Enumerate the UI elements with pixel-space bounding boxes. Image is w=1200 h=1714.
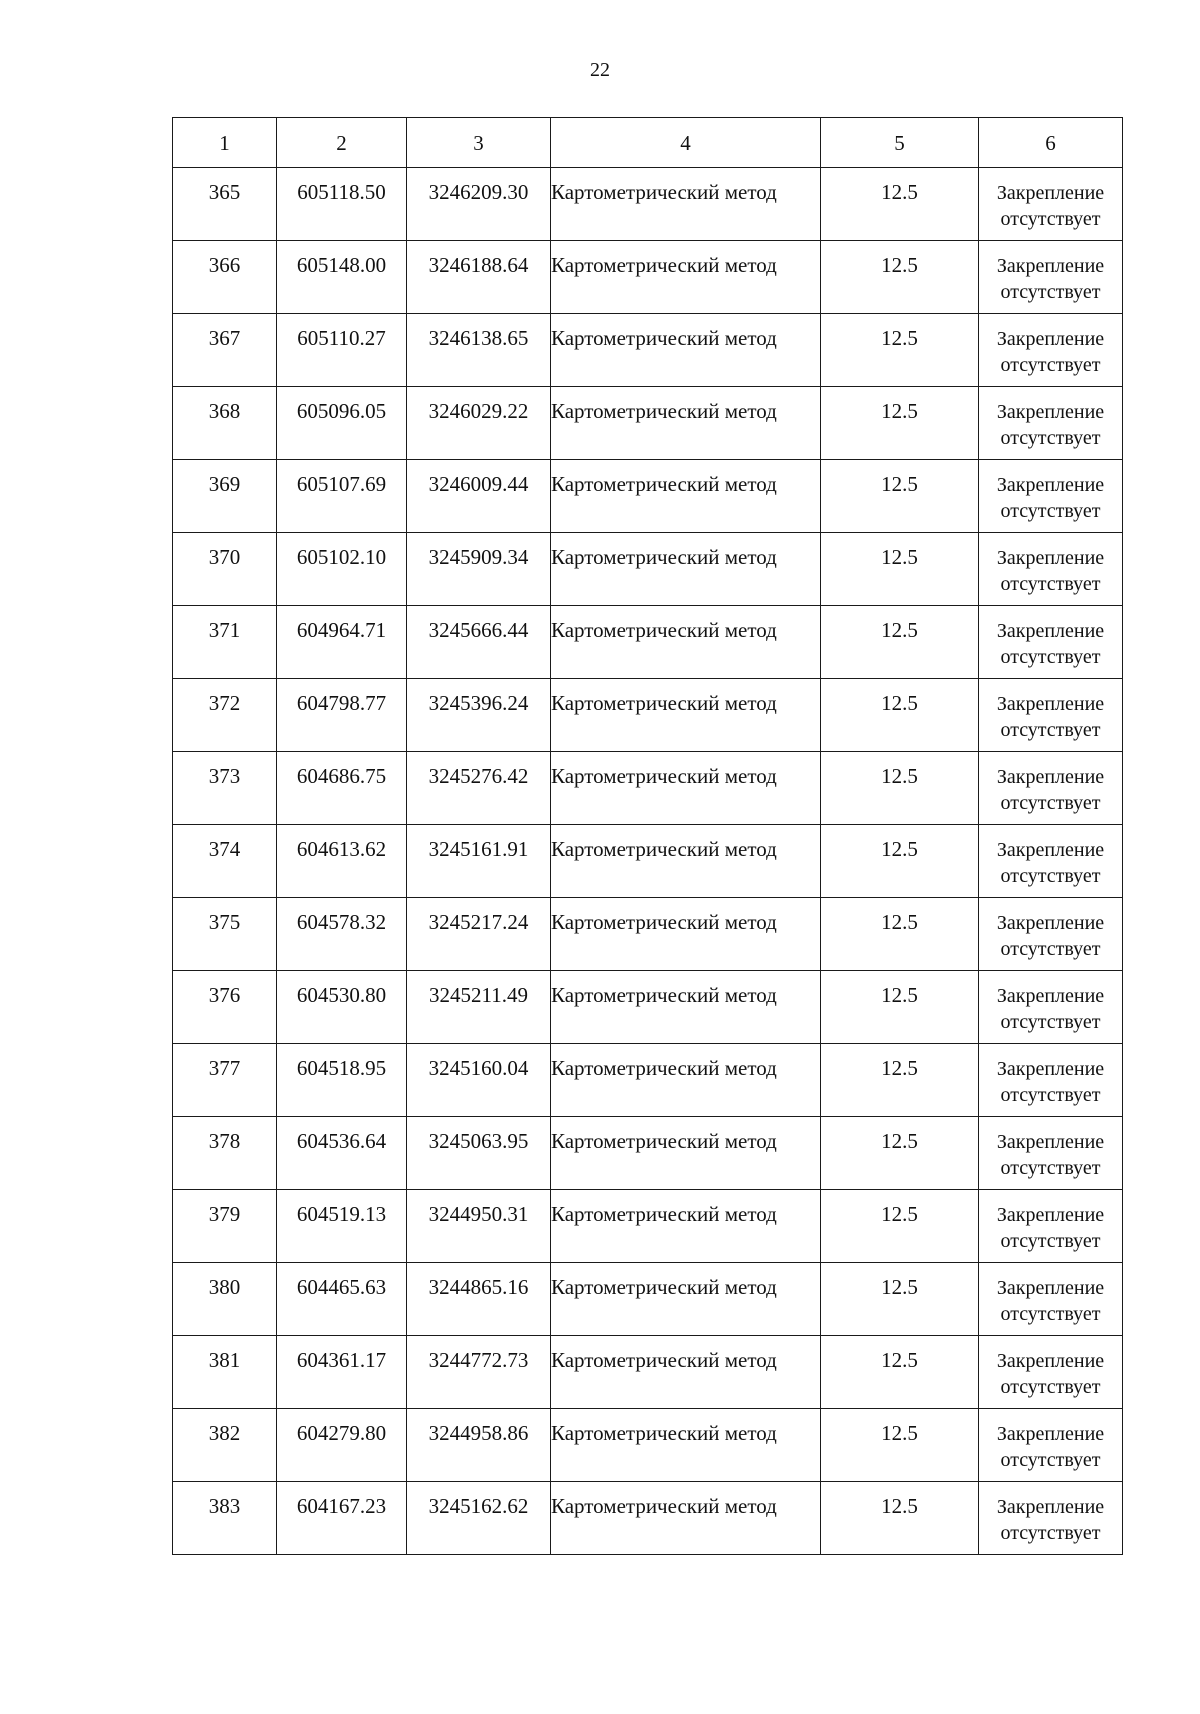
table-row <box>173 1190 1123 1263</box>
table-row <box>173 1044 1123 1117</box>
cell-coord-y: 3245160.04 <box>407 1044 551 1117</box>
cell-coord-x: 605107.69 <box>277 460 407 533</box>
table-row <box>173 1263 1123 1336</box>
cell-point-number: 375 <box>173 898 277 971</box>
cell-fixing: Закрепление отсутствует <box>979 387 1123 460</box>
cell-coord-y: 3245909.34 <box>407 533 551 606</box>
cell-point-number: 381 <box>173 1336 277 1409</box>
cell-point-number: 382 <box>173 1409 277 1482</box>
cell-method: Картометрический метод <box>551 898 821 971</box>
cell-method: Картометрический метод <box>551 314 821 387</box>
cell-coord-x: 604361.17 <box>277 1336 407 1409</box>
cell-point-number: 367 <box>173 314 277 387</box>
cell-accuracy: 12.5 <box>821 1482 979 1555</box>
cell-point-number: 365 <box>173 168 277 241</box>
cell-point-number: 372 <box>173 679 277 752</box>
cell-accuracy: 12.5 <box>821 1336 979 1409</box>
cell-method: Картометрический метод <box>551 971 821 1044</box>
table-row <box>173 168 1123 241</box>
cell-coord-x: 604518.95 <box>277 1044 407 1117</box>
cell-coord-y: 3244950.31 <box>407 1190 551 1263</box>
cell-method: Картометрический метод <box>551 1409 821 1482</box>
cell-coord-x: 604530.80 <box>277 971 407 1044</box>
cell-point-number: 374 <box>173 825 277 898</box>
table-row <box>173 971 1123 1044</box>
cell-point-number: 369 <box>173 460 277 533</box>
cell-fixing: Закрепление отсутствует <box>979 898 1123 971</box>
cell-coord-y: 3244772.73 <box>407 1336 551 1409</box>
cell-accuracy: 12.5 <box>821 606 979 679</box>
cell-method: Картометрический метод <box>551 168 821 241</box>
cell-accuracy: 12.5 <box>821 1044 979 1117</box>
cell-accuracy: 12.5 <box>821 1409 979 1482</box>
cell-fixing: Закрепление отсутствует <box>979 241 1123 314</box>
cell-accuracy: 12.5 <box>821 679 979 752</box>
table-row <box>173 606 1123 679</box>
cell-fixing: Закрепление отсутствует <box>979 752 1123 825</box>
cell-method: Картометрический метод <box>551 387 821 460</box>
cell-method: Картометрический метод <box>551 825 821 898</box>
cell-point-number: 376 <box>173 971 277 1044</box>
cell-accuracy: 12.5 <box>821 168 979 241</box>
cell-coord-x: 604964.71 <box>277 606 407 679</box>
cell-method: Картометрический метод <box>551 752 821 825</box>
cell-coord-y: 3246138.65 <box>407 314 551 387</box>
table-row <box>173 752 1123 825</box>
cell-accuracy: 12.5 <box>821 1190 979 1263</box>
cell-fixing: Закрепление отсутствует <box>979 1482 1123 1555</box>
cell-coord-x: 605148.00 <box>277 241 407 314</box>
header-col-3: 3 <box>407 118 551 168</box>
cell-point-number: 383 <box>173 1482 277 1555</box>
cell-fixing: Закрепление отсутствует <box>979 1336 1123 1409</box>
cell-fixing: Закрепление отсутствует <box>979 1263 1123 1336</box>
cell-point-number: 368 <box>173 387 277 460</box>
cell-method: Картометрический метод <box>551 1117 821 1190</box>
table-row <box>173 314 1123 387</box>
table-row <box>173 533 1123 606</box>
table-row <box>173 898 1123 971</box>
cell-point-number: 380 <box>173 1263 277 1336</box>
coordinates-table <box>172 117 1123 1555</box>
cell-coord-y: 3244865.16 <box>407 1263 551 1336</box>
cell-method: Картометрический метод <box>551 1044 821 1117</box>
table-header-row <box>173 118 1123 168</box>
cell-coord-x: 604279.80 <box>277 1409 407 1482</box>
table-row <box>173 1336 1123 1409</box>
cell-fixing: Закрепление отсутствует <box>979 679 1123 752</box>
table-row <box>173 825 1123 898</box>
table-row <box>173 241 1123 314</box>
table-body <box>173 168 1123 1555</box>
header-col-6: 6 <box>979 118 1123 168</box>
cell-coord-y: 3245211.49 <box>407 971 551 1044</box>
cell-fixing: Закрепление отсутствует <box>979 460 1123 533</box>
cell-accuracy: 12.5 <box>821 1117 979 1190</box>
cell-coord-x: 604686.75 <box>277 752 407 825</box>
cell-coord-x: 604519.13 <box>277 1190 407 1263</box>
cell-fixing: Закрепление отсутствует <box>979 168 1123 241</box>
cell-point-number: 370 <box>173 533 277 606</box>
cell-fixing: Закрепление отсутствует <box>979 1117 1123 1190</box>
cell-fixing: Закрепление отсутствует <box>979 606 1123 679</box>
cell-coord-y: 3246209.30 <box>407 168 551 241</box>
header-col-1: 1 <box>173 118 277 168</box>
cell-coord-y: 3246009.44 <box>407 460 551 533</box>
cell-accuracy: 12.5 <box>821 971 979 1044</box>
cell-method: Картометрический метод <box>551 1482 821 1555</box>
cell-accuracy: 12.5 <box>821 1263 979 1336</box>
cell-accuracy: 12.5 <box>821 752 979 825</box>
cell-coord-x: 604465.63 <box>277 1263 407 1336</box>
cell-coord-x: 605102.10 <box>277 533 407 606</box>
cell-method: Картометрический метод <box>551 241 821 314</box>
cell-point-number: 377 <box>173 1044 277 1117</box>
cell-fixing: Закрепление отсутствует <box>979 314 1123 387</box>
cell-coord-x: 605110.27 <box>277 314 407 387</box>
cell-method: Картометрический метод <box>551 1190 821 1263</box>
header-col-4: 4 <box>551 118 821 168</box>
cell-accuracy: 12.5 <box>821 460 979 533</box>
table-row <box>173 460 1123 533</box>
cell-point-number: 373 <box>173 752 277 825</box>
cell-coord-y: 3246029.22 <box>407 387 551 460</box>
cell-accuracy: 12.5 <box>821 387 979 460</box>
cell-point-number: 379 <box>173 1190 277 1263</box>
cell-method: Картометрический метод <box>551 533 821 606</box>
cell-coord-y: 3245161.91 <box>407 825 551 898</box>
cell-coord-x: 604167.23 <box>277 1482 407 1555</box>
page-number: 22 <box>590 59 610 81</box>
cell-method: Картометрический метод <box>551 679 821 752</box>
cell-fixing: Закрепление отсутствует <box>979 1190 1123 1263</box>
cell-accuracy: 12.5 <box>821 898 979 971</box>
cell-fixing: Закрепление отсутствует <box>979 533 1123 606</box>
cell-coord-y: 3245217.24 <box>407 898 551 971</box>
cell-coord-y: 3245276.42 <box>407 752 551 825</box>
cell-accuracy: 12.5 <box>821 241 979 314</box>
cell-accuracy: 12.5 <box>821 825 979 898</box>
cell-fixing: Закрепление отсутствует <box>979 1409 1123 1482</box>
table-row <box>173 1117 1123 1190</box>
cell-point-number: 378 <box>173 1117 277 1190</box>
cell-point-number: 371 <box>173 606 277 679</box>
cell-coord-x: 604536.64 <box>277 1117 407 1190</box>
cell-coord-y: 3245666.44 <box>407 606 551 679</box>
cell-coord-x: 605118.50 <box>277 168 407 241</box>
header-col-2: 2 <box>277 118 407 168</box>
cell-coord-x: 605096.05 <box>277 387 407 460</box>
cell-point-number: 366 <box>173 241 277 314</box>
cell-coord-x: 604578.32 <box>277 898 407 971</box>
cell-method: Картометрический метод <box>551 460 821 533</box>
cell-method: Картометрический метод <box>551 1263 821 1336</box>
cell-accuracy: 12.5 <box>821 533 979 606</box>
cell-accuracy: 12.5 <box>821 314 979 387</box>
cell-method: Картометрический метод <box>551 606 821 679</box>
header-col-5: 5 <box>821 118 979 168</box>
table-row <box>173 679 1123 752</box>
cell-fixing: Закрепление отсутствует <box>979 825 1123 898</box>
table-row <box>173 387 1123 460</box>
cell-coord-y: 3244958.86 <box>407 1409 551 1482</box>
cell-coord-x: 604798.77 <box>277 679 407 752</box>
cell-fixing: Закрепление отсутствует <box>979 1044 1123 1117</box>
cell-coord-y: 3246188.64 <box>407 241 551 314</box>
table-row <box>173 1482 1123 1555</box>
cell-coord-x: 604613.62 <box>277 825 407 898</box>
cell-coord-y: 3245162.62 <box>407 1482 551 1555</box>
cell-method: Картометрический метод <box>551 1336 821 1409</box>
cell-fixing: Закрепление отсутствует <box>979 971 1123 1044</box>
cell-coord-y: 3245396.24 <box>407 679 551 752</box>
table-row <box>173 1409 1123 1482</box>
cell-coord-y: 3245063.95 <box>407 1117 551 1190</box>
